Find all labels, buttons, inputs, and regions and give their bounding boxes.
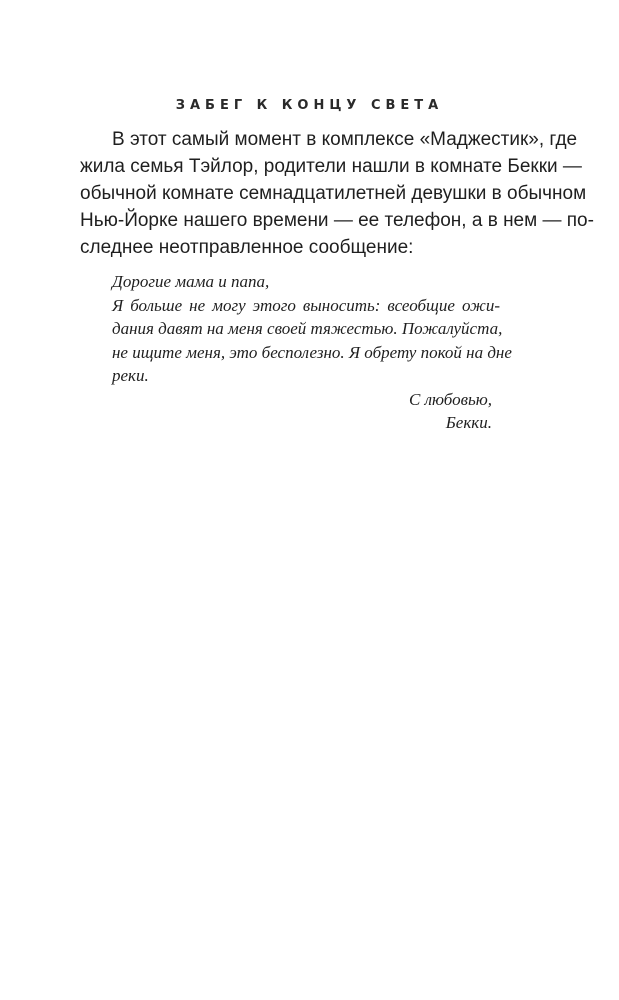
letter-quote [112,270,512,435]
paragraph-line: жила семья Тэйлор, родители нашли в комнате Бекки — [80,156,582,177]
letter-line: дания давят на меня своей тяжестью. Пожалуйста, [112,319,503,338]
letter-line: Я больше не могу этого выносить: всеобщие ожи- [112,295,500,315]
running-head: ЗАБЕГ К КОНЦУ СВЕТА [175,98,444,113]
paragraph-line: обычной комнате семнадцатилетней девушки в обычном [80,183,587,204]
main-paragraph [80,126,594,261]
letter-signature: Бекки. [445,413,492,432]
letter-closing: С любовью, [409,389,492,409]
letter-greeting: Дорогие мама и папа, [112,272,270,291]
paragraph-line: следнее неотправленное сообщение: [80,237,414,258]
letter-line: не ищите меня, это бесполезно. Я обрету покой на дне [112,342,512,362]
paragraph-line: Нью-Йорке нашего времени — ее телефон, а в нем — по- [80,210,594,231]
paragraph-line: В этот самый момент в комплексе «Маджестик», где [112,129,578,150]
letter-line: реки. [112,366,149,385]
